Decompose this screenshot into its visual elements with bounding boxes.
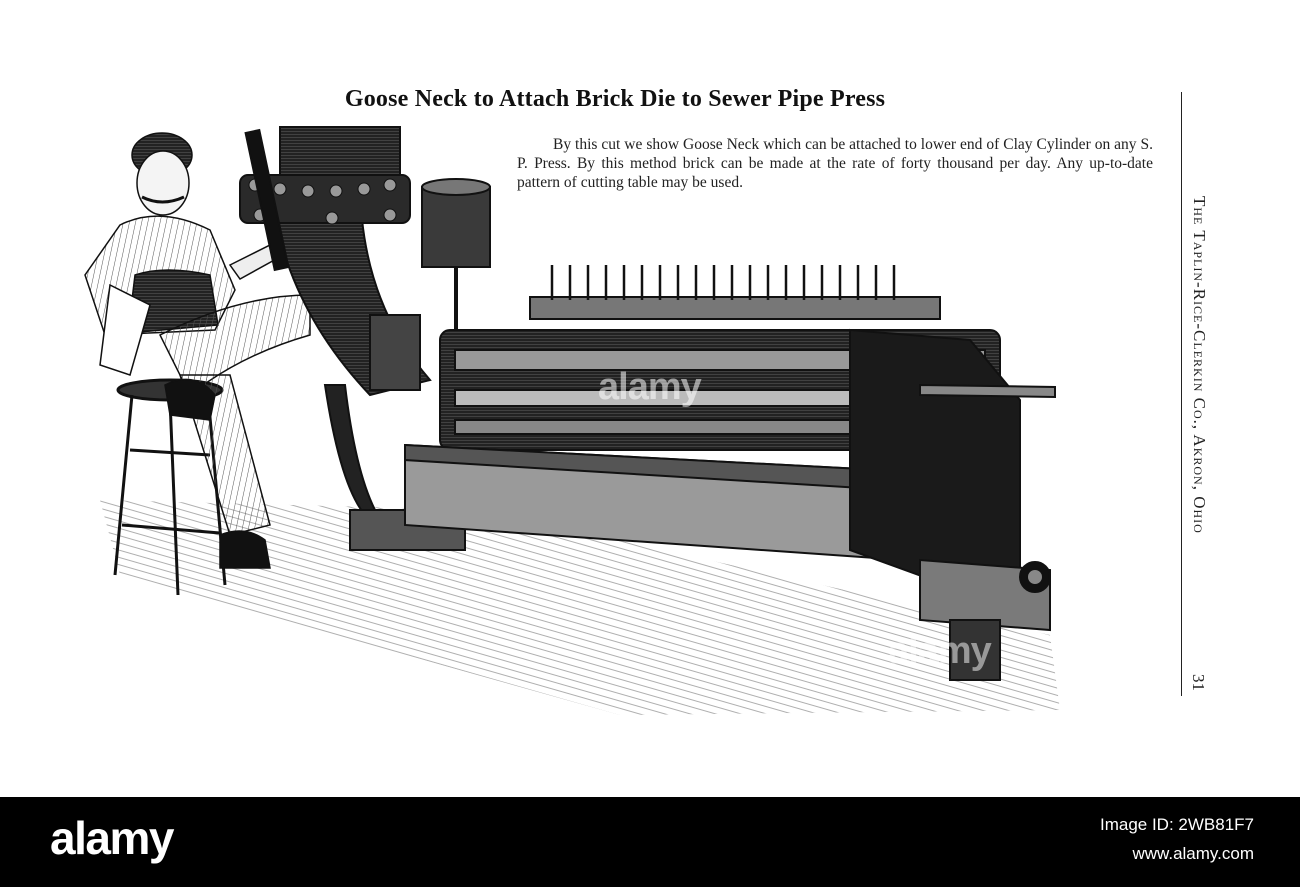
page-title: Goose Neck to Attach Brick Die to Sewer Pipe Press [344, 86, 886, 112]
image-id: Image ID: 2WB81F7 [1099, 815, 1254, 834]
press-illustration [60, 115, 1070, 715]
running-head: The Taplin-Rice-Clerkin Co., Akron, Ohio [1190, 196, 1209, 534]
watermark-text: alamy [598, 366, 701, 408]
description-paragraph: By this cut we show Goose Neck which can be attached to lower end of Clay Cylinder on any S. P. Press. By this method brick can be made at the rate of forty thousand per day. Any up-to-date pattern of cutting table may be used. [517, 136, 1153, 191]
page-number: 31 [1189, 674, 1208, 691]
stock-banner [0, 797, 1300, 887]
oil-cup [422, 179, 490, 355]
site-url[interactable]: www.alamy.com [1132, 844, 1254, 863]
margin-rule [1181, 92, 1182, 696]
alamy-logo[interactable]: alamy [50, 812, 173, 864]
watermark-text: alamy [888, 630, 991, 672]
cutter-wires [552, 265, 894, 300]
